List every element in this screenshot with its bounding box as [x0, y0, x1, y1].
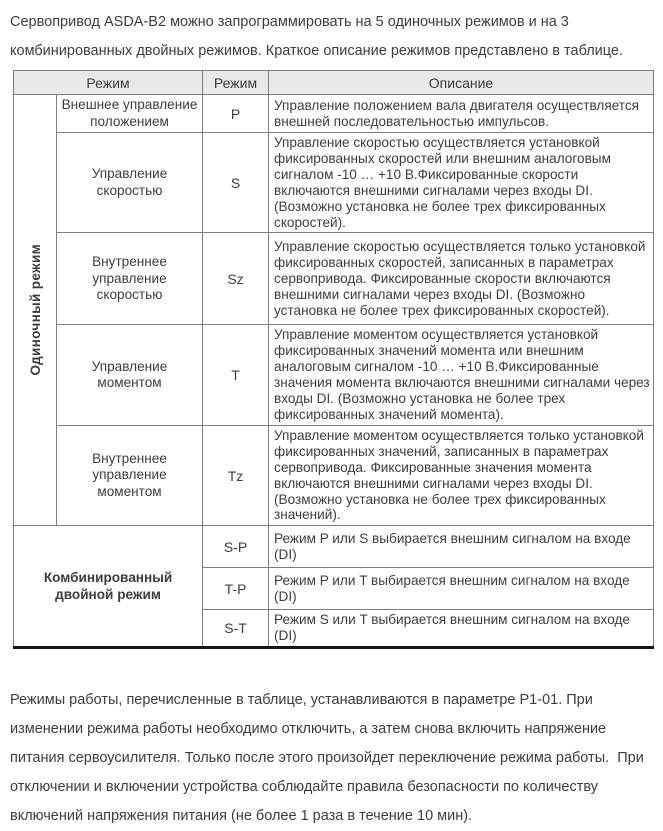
mode-code: P — [203, 95, 269, 133]
single-mode-group-label: Одиночный режим — [27, 244, 43, 376]
mode-name: Управление моментом — [57, 325, 203, 425]
table-row-t — [14, 325, 654, 425]
mode-description: Управление моментом осуществляется установкой фиксированных значений момента или внешним аналоговым сигналом -10 … +10 В.Фиксированные значения момента включаются внешними сигналами через входы DI. (Возможно установка не более трех фиксированных значений момента). — [269, 325, 654, 425]
table-row-p — [14, 95, 654, 133]
mode-code: Sz — [203, 233, 269, 325]
single-mode-group-cell — [14, 95, 57, 526]
mode-code: Tz — [203, 425, 269, 525]
header-description: Описание — [269, 71, 654, 95]
mode-name: Внутреннее управление скоростью — [57, 233, 203, 325]
mode-code: T — [203, 325, 269, 425]
header-mode-code: Режим — [203, 71, 269, 95]
mode-name: Внешнее управление положением — [57, 95, 203, 133]
table-header-row — [14, 71, 654, 95]
table-row-tz — [14, 425, 654, 525]
mode-name: Управление скоростью — [57, 133, 203, 233]
mode-description: Режим P или S выбирается внешним сигналом на входе (DI) — [269, 526, 654, 568]
mode-code: T-P — [203, 568, 269, 610]
intro-paragraph: Сервопривод ASDA-B2 можно запрограммировать на 5 одиночных режимов и на 3 комбинированных двойных режимов. Краткое описание режимов представлено в таблице. — [10, 14, 624, 59]
table-row-sp — [14, 526, 654, 568]
footer-paragraph: Режимы работы, перечисленные в таблице, устанавливаются в параметре P1-01. При изменении режима работы необходимо отключить, а затем снова включить напряжение питания сервоусилителя. Только после этого произойдет переключение режима работы. При отключении и включении устройства соблюдайте правила безопасности по количеству включений напряжения питания (не более 1 раза в течение 10 мин). — [10, 692, 648, 825]
table-row-sz — [14, 233, 654, 325]
mode-name: Внутреннее управление моментом — [57, 425, 203, 525]
mode-code: S-P — [203, 526, 269, 568]
header-mode: Режим — [14, 71, 203, 95]
mode-description: Управление моментом осуществляется только установкой фиксированных значений, записанных в параметрах сервопривода. Фиксированные значения момента включаются внешними сигналами через входы DI. (Возможно установка не более трех фиксированных значений). — [269, 425, 654, 525]
mode-code: S-T — [203, 610, 269, 648]
table-row-s — [14, 133, 654, 233]
mode-description: Режим S или T выбирается внешним сигналом на входе (DI) — [269, 610, 654, 648]
mode-description: Управление скоростью осуществляется только установкой фиксированных скоростей, записанных в параметрах сервопривода. Фиксированные скорости включаются внешними сигналами через входы DI. (Возможно установка не более трех фиксированных скоростей). — [269, 233, 654, 325]
mode-description: Режим P или T выбирается внешним сигналом на входе (DI) — [269, 568, 654, 610]
mode-code: S — [203, 133, 269, 233]
mode-description: Управление положением вала двигателя осуществляется внешней последовательностью импульсов. — [269, 95, 654, 133]
combined-mode-group-label: Комбинированный двойной режим — [14, 526, 203, 648]
modes-table — [13, 70, 654, 649]
mode-description: Управление скоростью осуществляется установкой фиксированных скоростей или внешним аналоговым сигналом -10 … +10 В.Фиксированные скорости включаются внешними сигналами через входы DI. (Возможно установка не более трех фиксированных скоростей). — [269, 133, 654, 233]
